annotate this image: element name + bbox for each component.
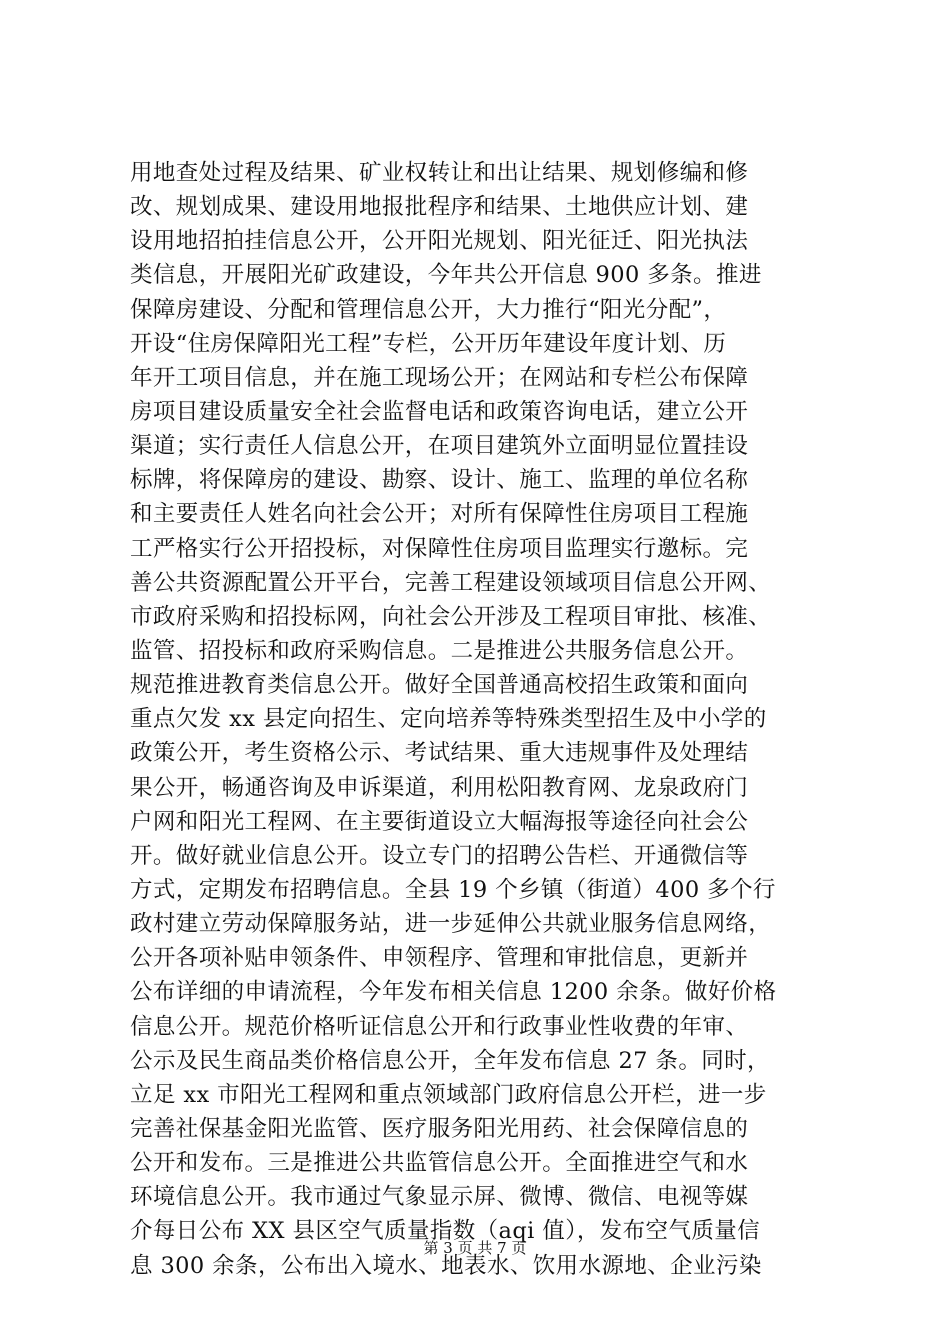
text-line: 立足 xx 市阳光工程网和重点领域部门政府信息公开栏，进一步 xyxy=(130,1081,767,1108)
text-line: 开。做好就业信息公开。设立专门的招聘公告栏、开通微信等 xyxy=(130,842,749,869)
text-line: 户网和阳光工程网、在主要街道设立大幅海报等途径向社会公 xyxy=(130,808,749,835)
text-line: 环境信息公开。我市通过气象显示屏、微博、微信、电视等媒 xyxy=(130,1184,749,1211)
text-line: 保障房建设、分配和管理信息公开，大力推行“阳光分配”， xyxy=(130,296,727,323)
text-line: 公开和发布。三是推进公共监管信息公开。全面推进空气和水 xyxy=(130,1150,749,1177)
text-line: 息 300 余条，公布出入境水、地表水、饮用水源地、企业污染 xyxy=(130,1252,762,1279)
text-line: 公示及民生商品类价格信息公开，全年发布信息 27 条。同时， xyxy=(130,1047,770,1074)
text-line: 开设“住房保障阳光工程”专栏，公开历年建设年度计划、历 xyxy=(130,330,727,357)
text-line: 方式，定期发布招聘信息。全县 19 个乡镇（街道）400 多个行 xyxy=(130,876,776,903)
text-line: 用地查处过程及结果、矿业权转让和出让结果、规划修编和修 xyxy=(130,160,749,186)
page-number-footer: 第 3 页 共 7 页 xyxy=(423,1239,527,1257)
text-line: 房项目建设质量安全社会监督电话和政策咨询电话，建立公开 xyxy=(130,398,749,425)
text-line: 果公开，畅通咨询及申诉渠道，利用松阳教育网、龙泉政府门 xyxy=(130,774,749,801)
text-line: 重点欠发 xx 县定向招生、定向培养等特殊类型招生及中小学的 xyxy=(130,706,767,733)
text-line: 工严格实行公开招投标，对保障性住房项目监理实行邀标。完 xyxy=(130,535,749,562)
text-line: 善公共资源配置公开平台，完善工程建设领域项目信息公开网、 xyxy=(130,569,772,596)
text-line: 监管、招投标和政府采购信息。二是推进公共服务信息公开。 xyxy=(130,637,749,664)
text-line: 渠道；实行责任人信息公开，在项目建筑外立面明显位置挂设 xyxy=(130,433,749,460)
text-line: 年开工项目信息，并在施工现场公开；在网站和专栏公布保障 xyxy=(130,364,749,391)
body-text xyxy=(130,156,825,1283)
text-line: 信息公开。规范价格听证信息公开和行政事业性收费的年审、 xyxy=(130,1013,749,1040)
text-line: 和主要责任人姓名向社会公开；对所有保障性住房项目工程施 xyxy=(130,501,749,528)
text-line: 规范推进教育类信息公开。做好全国普通高校招生政策和面向 xyxy=(130,672,749,699)
text-line: 市政府采购和招投标网，向社会公开涉及工程项目审批、核准、 xyxy=(130,603,772,630)
text-line: 设用地招拍挂信息公开，公开阳光规划、阳光征迁、阳光执法 xyxy=(130,228,749,255)
text-line: 政村建立劳动保障服务站，进一步延伸公共就业服务信息网络， xyxy=(130,911,772,938)
text-line: 类信息，开展阳光矿政建设，今年共公开信息 900 多条。推进 xyxy=(130,262,762,289)
text-line: 公开各项补贴申领条件、申领程序、管理和审批信息，更新并 xyxy=(130,945,749,972)
text-line: 政策公开，考生资格公示、考试结果、重大违规事件及处理结 xyxy=(130,740,749,767)
text-line: 介每日公布 XX 县区空气质量指数（aqi 值），发布空气质量信 xyxy=(130,1218,761,1245)
text-line: 标牌，将保障房的建设、勘察、设计、施工、监理的单位名称 xyxy=(130,467,749,494)
text-line: 改、规划成果、建设用地报批程序和结果、土地供应计划、建 xyxy=(130,194,749,221)
text-line: 公布详细的申请流程，今年发布相关信息 1200 余条。做好价格 xyxy=(130,979,777,1006)
text-line: 完善社保基金阳光监管、医疗服务阳光用药、社会保障信息的 xyxy=(130,1115,749,1142)
